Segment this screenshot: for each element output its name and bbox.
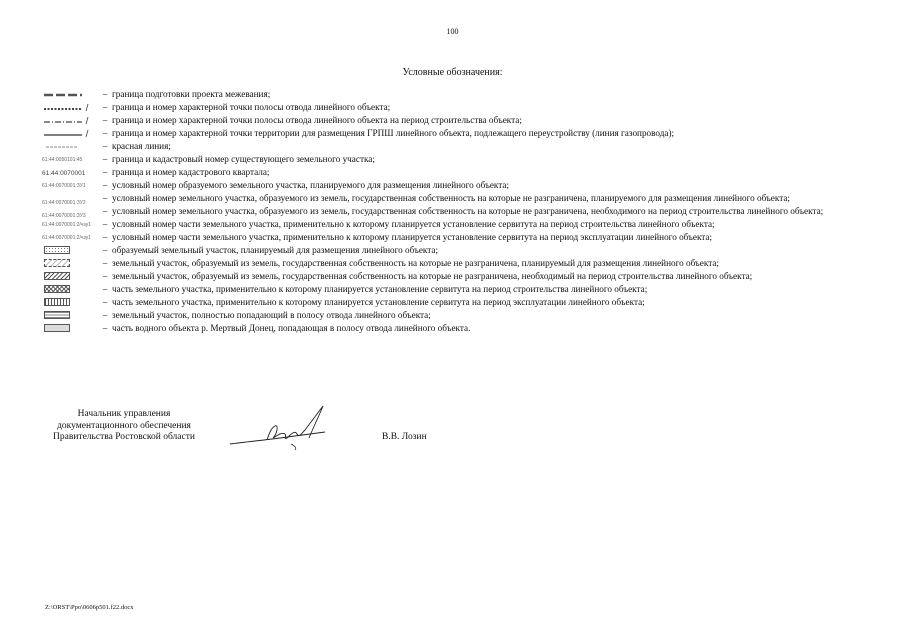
legend-text: условный номер части земельного участка, применительно к которому планируется установление сервитута на период строительства линейного объекта; bbox=[112, 219, 715, 229]
legend-symbol-formed-parcel bbox=[42, 180, 98, 191]
hatch-swatch bbox=[44, 285, 70, 293]
legend-dash: – bbox=[102, 258, 108, 268]
legend-text: земельный участок, образуемый из земель, государственная собственность на которые не разграничена, необходимый на период строительства линейного объекта; bbox=[112, 271, 753, 281]
legend-item bbox=[42, 154, 872, 165]
legend-title: Условные обозначения: bbox=[402, 67, 503, 78]
legend-dash: – bbox=[102, 128, 108, 138]
legend-text: граница и номер характерной точки территории для размещения ГРПШ линейного объекта, подлежащего переустройству (линия газопровода); bbox=[112, 128, 675, 138]
legend-symbol-cadastral-parcel bbox=[42, 154, 98, 165]
legend-item bbox=[42, 219, 872, 230]
legend-item bbox=[42, 297, 872, 308]
legend-item bbox=[42, 245, 872, 256]
legend-text: образуемый земельный участок, планируемый для размещения линейного объекта; bbox=[112, 245, 439, 255]
legend-symbol-hatch-water bbox=[42, 323, 98, 334]
legend-symbol-servitude-operation bbox=[42, 232, 98, 243]
legend-item bbox=[42, 115, 872, 126]
legend-item bbox=[42, 167, 872, 178]
legend-item bbox=[42, 89, 872, 100]
legend-symbol-hatch-vertical bbox=[42, 297, 98, 308]
signatory-position bbox=[44, 409, 204, 444]
handwritten-signature bbox=[225, 404, 335, 454]
hatch-swatch bbox=[44, 298, 70, 306]
legend-symbol-hatch-wave bbox=[42, 310, 98, 321]
legend-text: условный номер земельного участка, образуемого из земель, государственная собственность на которые не разграничена, необходимого на период строительства линейного объекта; bbox=[112, 206, 824, 216]
signatory-name: В.В. Лозин bbox=[382, 432, 427, 442]
page-number: 100 bbox=[446, 27, 459, 36]
legend-dash: – bbox=[102, 206, 108, 216]
legend-dash: – bbox=[102, 219, 108, 229]
legend-text: граница и номер кадастрового квартала; bbox=[112, 167, 270, 177]
legend-dash: – bbox=[102, 232, 108, 242]
legend-symbol-red-line bbox=[42, 141, 98, 152]
signatory-line-2: документационного обеспечения bbox=[57, 420, 191, 431]
legend-symbol-construction-right-of-way bbox=[42, 115, 98, 126]
legend-symbol-hatch-diagonal bbox=[42, 271, 98, 282]
file-path: Z:\ORST\Ppo\0606p501.f22.docx bbox=[45, 604, 134, 611]
legend-symbol-code: 61:44:0070001:2/чзу1 bbox=[42, 235, 92, 241]
legend-text: красная линия; bbox=[112, 141, 171, 151]
legend-dash: – bbox=[102, 310, 108, 320]
legend-item bbox=[42, 310, 872, 321]
legend-text: граница подготовки проекта межевания; bbox=[112, 89, 271, 99]
legend-item bbox=[42, 128, 872, 139]
legend-text: граница и кадастровый номер существующего земельного участка; bbox=[112, 154, 375, 164]
hatch-swatch bbox=[44, 272, 70, 280]
legend-text: земельный участок, образуемый из земель, государственная собственность на которые не разграничена, планируемый для размещения линейного объекта; bbox=[112, 258, 719, 268]
legend-item bbox=[42, 323, 872, 334]
legend-dash: – bbox=[102, 271, 108, 281]
legend-text: граница и номер характерной точки полосы отвода линейного объекта; bbox=[112, 102, 391, 112]
legend-item bbox=[42, 271, 872, 282]
legend-symbol-right-of-way bbox=[42, 102, 98, 113]
legend-symbol-code: 61:44:0050101:45 bbox=[42, 157, 83, 163]
legend-text: граница и номер характерной точки полосы отвода линейного объекта на период строительства объекта; bbox=[112, 115, 522, 125]
legend-text: часть земельного участка, применительно к которому планируется установление сервитута на период строительства линейного объекта; bbox=[112, 284, 648, 294]
legend-item bbox=[42, 141, 872, 152]
legend-text: условный номер образуемого земельного участка, планируемого для размещения линейного объекта; bbox=[112, 180, 510, 190]
legend-item bbox=[42, 180, 872, 191]
hatch-swatch bbox=[44, 246, 70, 254]
legend-symbol-hatch-light bbox=[42, 258, 98, 269]
legend-symbol-code: 61:44:0070001:ЗУ2 bbox=[42, 200, 86, 206]
legend-dash: – bbox=[102, 89, 108, 99]
signatory-line-3: Правительства Ростовской области bbox=[53, 432, 195, 442]
legend-symbol-code: 61:44:0070001 bbox=[42, 170, 86, 177]
hatch-swatch bbox=[44, 259, 70, 267]
legend-text: земельный участок, полностью попадающий в полосу отвода линейного объекта; bbox=[112, 310, 431, 320]
legend-dash: – bbox=[102, 141, 108, 151]
legend-text: условный номер части земельного участка, применительно к которому планируется установление сервитута на период эксплуатации линейного объекта; bbox=[112, 232, 713, 242]
legend-dash: – bbox=[102, 284, 108, 294]
legend-text: часть водного объекта р. Мертвый Донец, попадающая в полосу отвода линейного объекта. bbox=[112, 323, 471, 333]
hatch-swatch bbox=[44, 324, 70, 332]
legend-item bbox=[42, 193, 872, 204]
legend-item bbox=[42, 206, 872, 217]
legend-dash: – bbox=[102, 193, 108, 203]
legend-symbol-code: 61:44:0070001:ЗУ3 bbox=[42, 213, 86, 219]
legend-item bbox=[42, 284, 872, 295]
legend-list bbox=[42, 89, 872, 336]
legend-symbol-formed-state-land bbox=[42, 193, 98, 204]
legend-symbol-project-boundary bbox=[42, 89, 98, 100]
legend-item bbox=[42, 102, 872, 113]
legend-symbol-code: 61:44:0070001:2/чзу1 bbox=[42, 222, 92, 228]
legend-symbol-code: 61:44:0070001:ЗУ1 bbox=[42, 183, 86, 189]
legend-dash: – bbox=[102, 323, 108, 333]
legend-dash: – bbox=[102, 245, 108, 255]
legend-item bbox=[42, 258, 872, 269]
legend-text: условный номер земельного участка, образуемого из земель, государственная собственность на которые не разграничена, планируемого для размещения линейного объекта; bbox=[112, 193, 790, 203]
legend-symbol-formed-state-land-construction bbox=[42, 206, 98, 217]
signatory-line-1: Начальник управления bbox=[77, 409, 171, 419]
legend-dash: – bbox=[102, 180, 108, 190]
legend-symbol-cadastral-block bbox=[42, 167, 98, 178]
legend-dash: – bbox=[102, 154, 108, 164]
legend-symbol-hatch-cross bbox=[42, 284, 98, 295]
legend-item bbox=[42, 232, 872, 243]
legend-dash: – bbox=[102, 167, 108, 177]
legend-dash: – bbox=[102, 297, 108, 307]
legend-symbol-hatch-dots bbox=[42, 245, 98, 256]
legend-dash: – bbox=[102, 115, 108, 125]
legend-symbol-servitude-construction bbox=[42, 219, 98, 230]
legend-dash: – bbox=[102, 102, 108, 112]
hatch-swatch bbox=[44, 311, 70, 319]
legend-symbol-grpsh-territory bbox=[42, 128, 98, 139]
legend-text: часть земельного участка, применительно к которому планируется установление сервитута на период эксплуатации линейного объекта; bbox=[112, 297, 645, 307]
